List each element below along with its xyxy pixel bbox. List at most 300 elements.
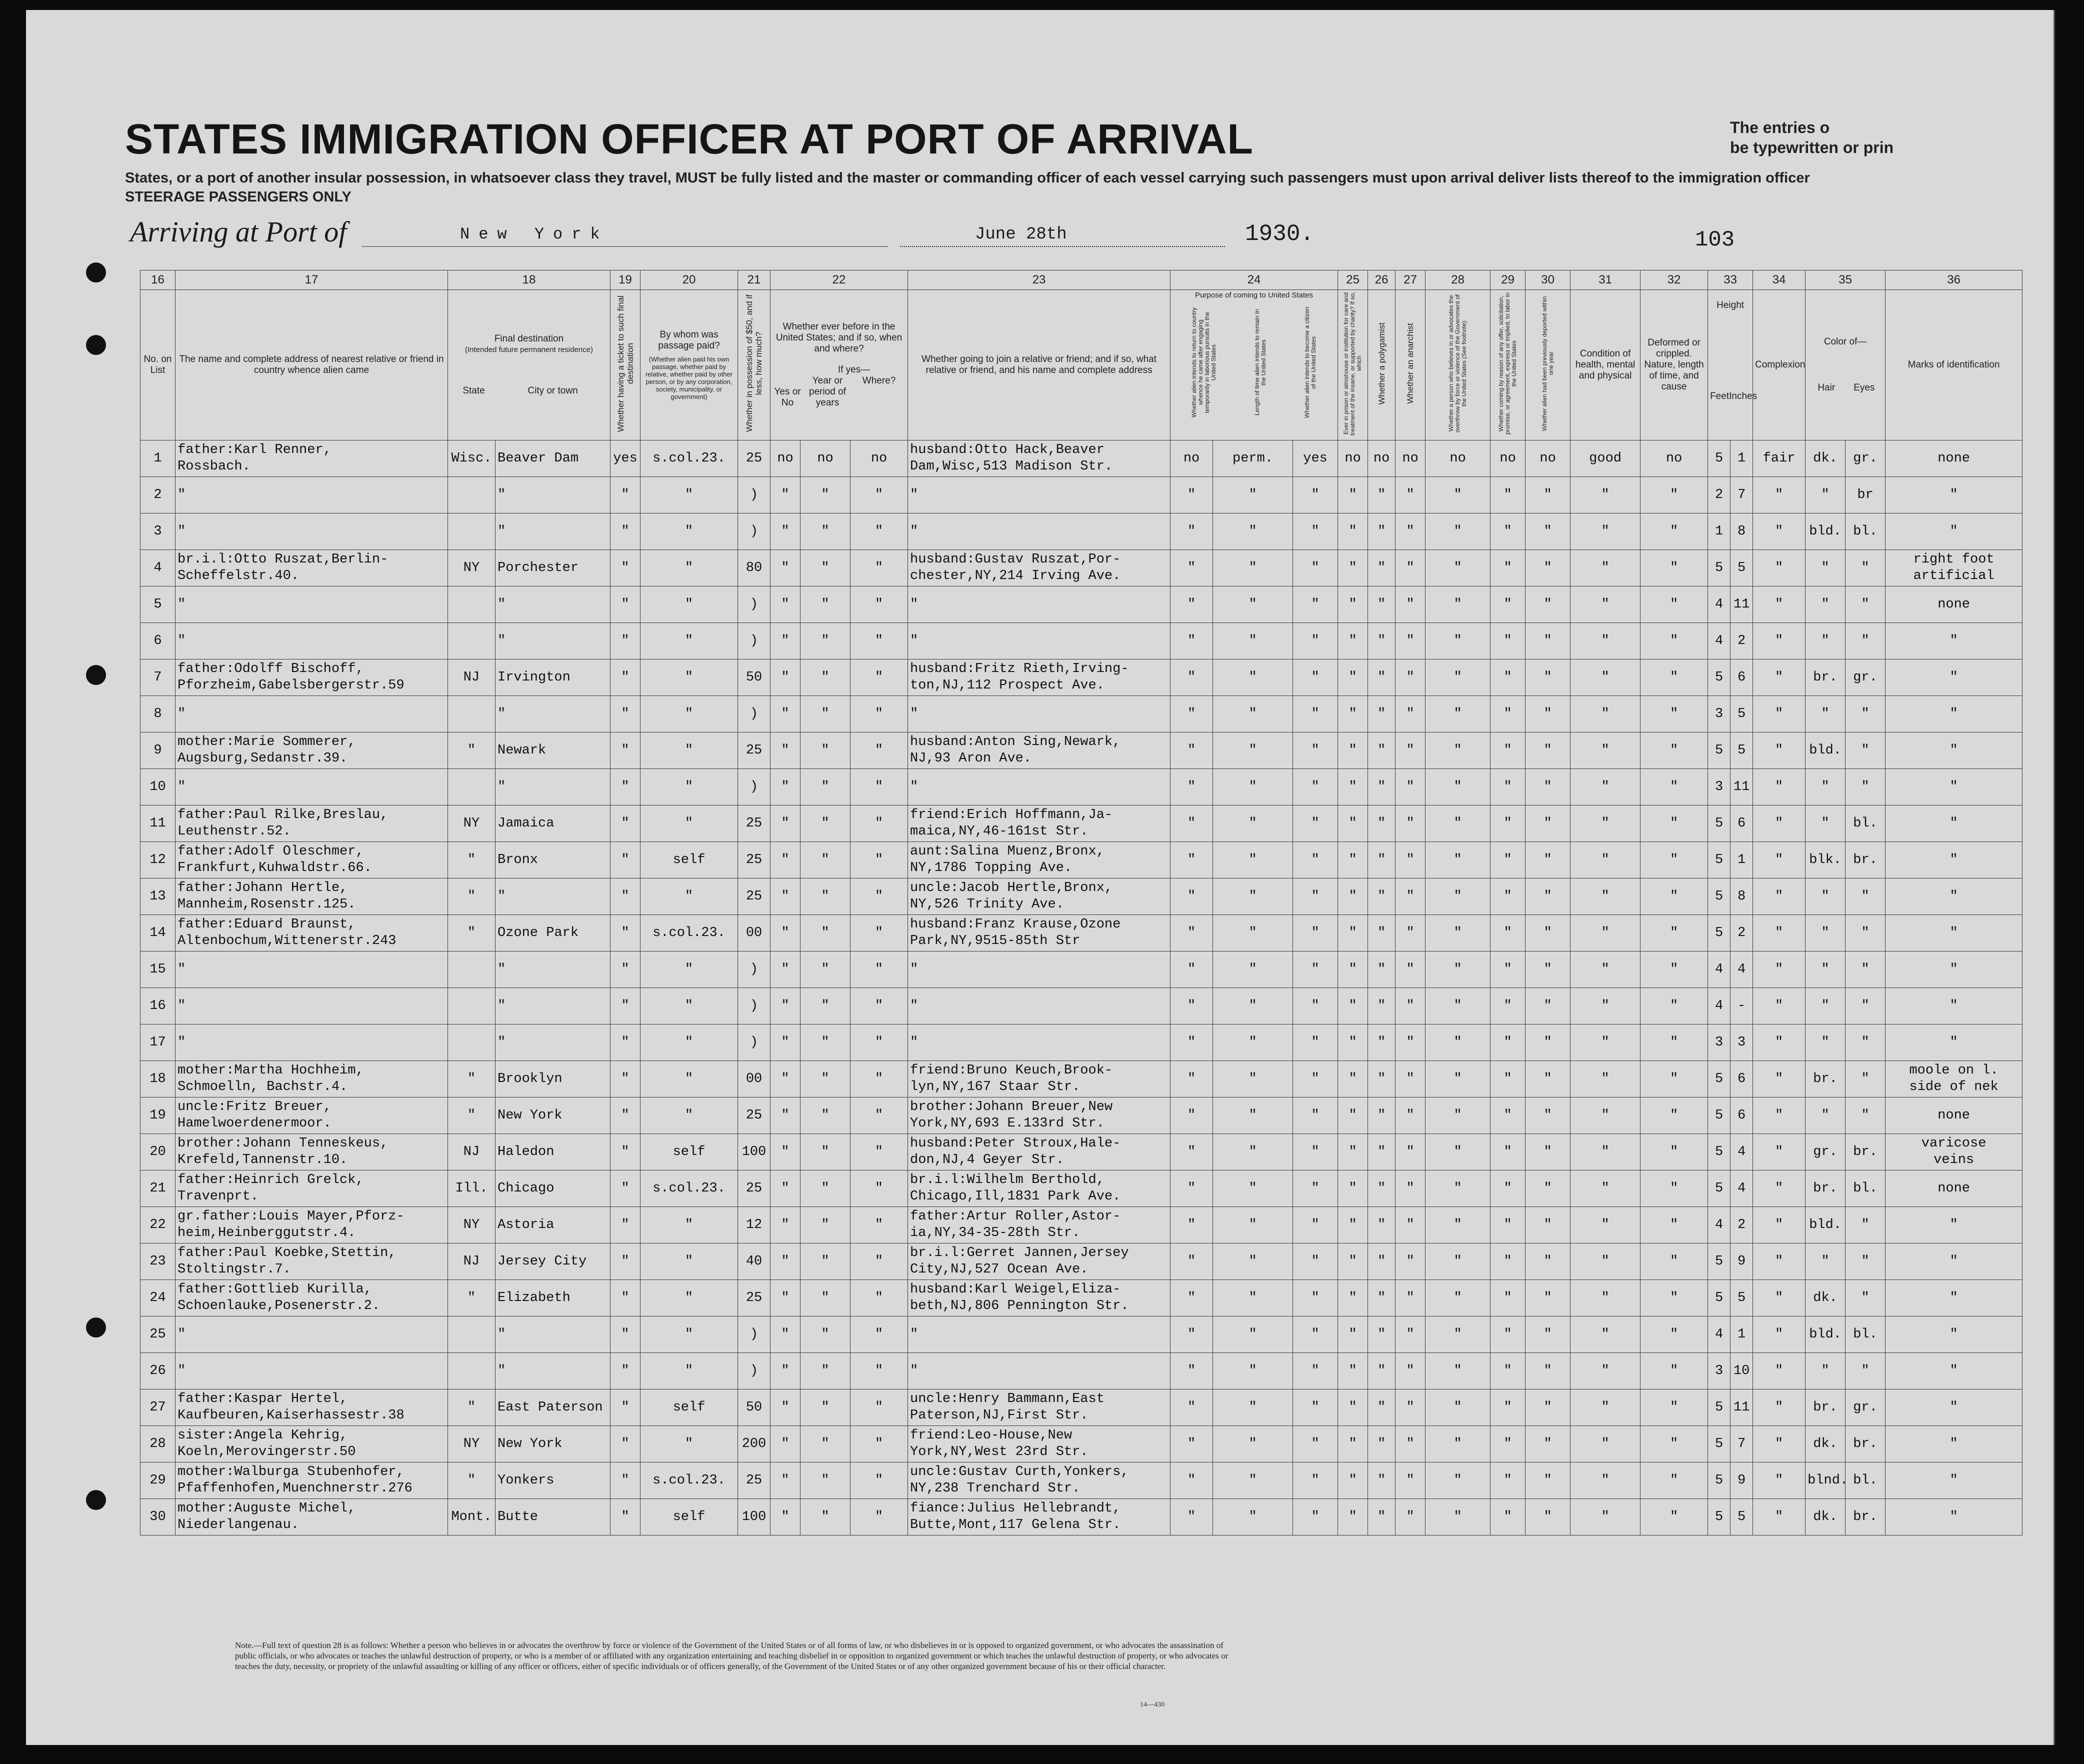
relative-address-line: Rossbach.	[178, 459, 250, 474]
dest-city: New York	[496, 1098, 610, 1134]
colnum: 22	[770, 270, 908, 290]
purpose-length: "	[1213, 1134, 1293, 1170]
complexion-value: "	[1753, 1353, 1806, 1390]
paid-by-value: s.col.23.	[640, 1462, 738, 1499]
where-label: Where?	[862, 376, 896, 386]
hair-color: blk.	[1806, 842, 1846, 878]
row-number: 4	[140, 550, 176, 586]
identification-marks	[1886, 1244, 2022, 1280]
paid-by-value: "	[640, 586, 738, 623]
relative-address-line: father:Gottlieb Kurilla,	[178, 1282, 372, 1297]
deformed-value: "	[1640, 1170, 1708, 1207]
purpose-length: "	[1213, 660, 1293, 696]
header-joining: Whether going to join a relative or friend; and if so, what relative or friend, and his name and complete address	[908, 290, 1170, 440]
dest-city: Newark	[496, 732, 610, 769]
contract-value: "	[1490, 696, 1526, 732]
before-yes-no: "	[770, 477, 800, 514]
dest-city: Butte	[496, 1499, 610, 1536]
before-period: "	[800, 806, 850, 842]
dest-city: "	[496, 988, 610, 1024]
typewritten-note: The entries o be typewritten or prin	[1730, 118, 1894, 156]
before-period: "	[800, 1024, 850, 1061]
purpose-return: "	[1170, 1098, 1213, 1134]
health-value: "	[1570, 1098, 1640, 1134]
purpose-citizen: "	[1293, 1426, 1338, 1462]
relative-address-line: Altenbochum,Wittenerstr.243	[178, 934, 396, 948]
identification-marks	[1886, 952, 2022, 988]
ticket-label: Whether having a ticket to such final destination	[616, 295, 635, 432]
deformed-value: "	[1640, 623, 1708, 660]
identification-marks-line: none	[1938, 1108, 1970, 1123]
height-feet: 4	[1708, 623, 1730, 660]
colnum: 27	[1396, 270, 1426, 290]
before-yes-no: "	[770, 1499, 800, 1536]
joining-relative-line: uncle:Henry Bammann,East	[910, 1392, 1104, 1406]
before-period: "	[800, 514, 850, 550]
deformed-value: "	[1640, 1390, 1708, 1426]
arriving-label: Arriving at Port of	[130, 216, 347, 248]
anarchist-value: "	[1396, 1244, 1426, 1280]
identification-marks-line: veins	[1934, 1152, 1974, 1168]
relative-address	[176, 1426, 448, 1462]
height-inches: -	[1730, 988, 1753, 1024]
purpose-return: "	[1170, 1024, 1213, 1061]
purpose-length: "	[1213, 952, 1293, 988]
health-value: "	[1570, 1061, 1640, 1098]
ticket-value: "	[610, 623, 640, 660]
height-feet: 5	[1708, 1170, 1730, 1207]
health-value: "	[1570, 550, 1640, 586]
purpose-citizen: "	[1293, 1353, 1338, 1390]
deported-value: no	[1526, 440, 1570, 477]
dest-state	[448, 477, 496, 514]
height-inches: 4	[1730, 1134, 1753, 1170]
relative-address-line: Stoltingstr.7.	[178, 1262, 291, 1277]
overthrow-value: "	[1426, 842, 1490, 878]
complexion-value: "	[1753, 1462, 1806, 1499]
joining-relative	[908, 952, 1170, 988]
joining-relative	[908, 769, 1170, 806]
purpose-citizen: "	[1293, 477, 1338, 514]
period-label: Year or period of years	[809, 376, 846, 408]
complexion-value: "	[1753, 1098, 1806, 1134]
ticket-value: "	[610, 550, 640, 586]
before-yes-no: "	[770, 806, 800, 842]
identification-marks-line: "	[1950, 1472, 1958, 1488]
color-of-label: Color of—	[1824, 336, 1867, 347]
ticket-value: "	[610, 1353, 640, 1390]
anarchist-value: "	[1396, 696, 1426, 732]
hair-color: dk.	[1806, 1280, 1846, 1316]
joining-relative-line: "	[910, 1034, 918, 1050]
eye-color: bl.	[1846, 1462, 1886, 1499]
health-value: "	[1570, 842, 1640, 878]
health-value: "	[1570, 1316, 1640, 1353]
before-yes-no: "	[770, 988, 800, 1024]
before-yes-no: "	[770, 1280, 800, 1316]
joining-relative	[908, 878, 1170, 915]
hair-color: "	[1806, 878, 1846, 915]
prison-value: "	[1338, 586, 1368, 623]
contract-value: "	[1490, 660, 1526, 696]
purpose-length: perm.	[1213, 440, 1293, 477]
before-where: "	[850, 842, 908, 878]
before-period: "	[800, 1134, 850, 1170]
eye-color: "	[1846, 623, 1886, 660]
prison-label: Ever in prison or almshouse or institution for care and treatment of the insane, or supported by charity? If so, which	[1342, 292, 1363, 436]
before-yes-no: "	[770, 1098, 800, 1134]
table-row	[140, 440, 2022, 477]
height-feet: 5	[1708, 1426, 1730, 1462]
anarchist-value: "	[1396, 1499, 1426, 1536]
purpose-citizen: "	[1293, 1462, 1338, 1499]
table-row	[140, 477, 2022, 514]
health-value: "	[1570, 1244, 1640, 1280]
money-value: 25	[738, 842, 770, 878]
joining-relative-line: uncle:Gustav Curth,Yonkers,	[910, 1464, 1129, 1480]
hair-color: br.	[1806, 660, 1846, 696]
overthrow-value: "	[1426, 1024, 1490, 1061]
money-value: )	[738, 952, 770, 988]
paid-by-value: s.col.23.	[640, 915, 738, 952]
joining-relative-line: brother:Johann Breuer,New	[910, 1100, 1113, 1114]
complexion-value: "	[1753, 1170, 1806, 1207]
purpose-citizen: "	[1293, 586, 1338, 623]
purpose-length: "	[1213, 1207, 1293, 1244]
purpose-return: "	[1170, 1280, 1213, 1316]
eye-color: bl.	[1846, 1170, 1886, 1207]
port-underline	[362, 246, 888, 247]
anarchist-value: "	[1396, 1462, 1426, 1499]
height-feet: 4	[1708, 1316, 1730, 1353]
identification-marks	[1886, 1134, 2022, 1170]
joining-relative-line: husband:Otto Hack,Beaver	[910, 442, 1104, 458]
relative-address	[176, 1134, 448, 1170]
height-feet: 5	[1708, 1390, 1730, 1426]
eye-color: "	[1846, 1061, 1886, 1098]
joining-relative-line: Paterson,NJ,First Str.	[910, 1408, 1088, 1423]
purpose-citizen: "	[1293, 1098, 1338, 1134]
contract-value: "	[1490, 915, 1526, 952]
deformed-value: "	[1640, 1353, 1708, 1390]
before-yes-no: "	[770, 1061, 800, 1098]
joining-relative-line: ia,NY,34-35-28th Str.	[910, 1226, 1080, 1240]
identification-marks-line: "	[1950, 816, 1958, 831]
purpose-return: "	[1170, 586, 1213, 623]
purpose-return: "	[1170, 1353, 1213, 1390]
relative-address-line: gr.father:Louis Mayer,Pforz-	[178, 1209, 404, 1224]
prison-value: "	[1338, 1462, 1368, 1499]
deformed-value: "	[1640, 1280, 1708, 1316]
hair-color: br.	[1806, 1061, 1846, 1098]
before-yes-no: "	[770, 732, 800, 769]
dest-city: "	[496, 696, 610, 732]
paid-by-value: "	[640, 952, 738, 988]
joining-relative	[908, 1390, 1170, 1426]
prison-value: "	[1338, 1499, 1368, 1536]
contract-value: "	[1490, 1024, 1526, 1061]
identification-marks	[1886, 1390, 2022, 1426]
height-feet: 4	[1708, 586, 1730, 623]
joining-relative-line: uncle:Jacob Hertle,Bronx,	[910, 880, 1113, 896]
deformed-value: "	[1640, 1499, 1708, 1536]
polygamist-value: "	[1368, 842, 1396, 878]
relative-address-line: Frankfurt,Kuhwaldstr.66.	[178, 860, 372, 876]
before-yes-no: "	[770, 1244, 800, 1280]
dest-state: NY	[448, 550, 496, 586]
prison-value: "	[1338, 623, 1368, 660]
identification-marks	[1886, 988, 2022, 1024]
hair-color: "	[1806, 1353, 1846, 1390]
money-value: )	[738, 696, 770, 732]
deformed-value: "	[1640, 586, 1708, 623]
row-number: 29	[140, 1462, 176, 1499]
purpose-return: "	[1170, 915, 1213, 952]
dest-city: Chicago	[496, 1170, 610, 1207]
table-row	[140, 550, 2022, 586]
purpose-length: "	[1213, 1462, 1293, 1499]
manifest-table	[140, 270, 2022, 1536]
dest-state: NY	[448, 1426, 496, 1462]
health-value: "	[1570, 952, 1640, 988]
colnum: 30	[1526, 270, 1570, 290]
identification-marks-line: "	[1950, 1363, 1958, 1378]
prison-value: "	[1338, 1280, 1368, 1316]
state-label: State	[462, 386, 485, 396]
prison-value: "	[1338, 878, 1368, 915]
money-value: )	[738, 1024, 770, 1061]
purpose-length: "	[1213, 514, 1293, 550]
height-feet: 5	[1708, 1134, 1730, 1170]
purpose-return: "	[1170, 696, 1213, 732]
contract-value: "	[1490, 1499, 1526, 1536]
identification-marks-line: side of nek	[1909, 1080, 1998, 1094]
deported-value: "	[1526, 952, 1570, 988]
relative-address-line: Hamelwoerdenermoor.	[178, 1116, 332, 1131]
dest-state: Mont.	[448, 1499, 496, 1536]
before-where: "	[850, 769, 908, 806]
joining-relative-line: "	[910, 962, 918, 977]
identification-marks-line: "	[1950, 706, 1958, 722]
polygamist-value: "	[1368, 732, 1396, 769]
relative-address	[176, 769, 448, 806]
identification-marks	[1886, 732, 2022, 769]
table-row	[140, 1499, 2022, 1536]
purpose-label: Purpose of coming to United States	[1195, 291, 1314, 300]
paid-by-value: "	[640, 1426, 738, 1462]
anarchist-value: "	[1396, 1170, 1426, 1207]
money-value: 100	[738, 1499, 770, 1536]
colnum: 18	[448, 270, 610, 290]
relative-address-line: Pfaffenhofen,Muenchnerstr.276	[178, 1481, 412, 1496]
complexion-value: "	[1753, 696, 1806, 732]
deformed-value: "	[1640, 915, 1708, 952]
table-row	[140, 732, 2022, 769]
identification-marks-line: varicose	[1921, 1136, 1986, 1151]
purpose-citizen: "	[1293, 696, 1338, 732]
eye-color: "	[1846, 1280, 1886, 1316]
hair-color: "	[1806, 623, 1846, 660]
table-row	[140, 1390, 2022, 1426]
polygamist-value: "	[1368, 1244, 1396, 1280]
relative-address-line: Krefeld,Tannenstr.10.	[178, 1152, 348, 1168]
purpose-length: "	[1213, 1024, 1293, 1061]
purpose-length: "	[1213, 988, 1293, 1024]
health-value: "	[1570, 660, 1640, 696]
header-final-destination	[448, 290, 610, 440]
polygamist-value: "	[1368, 1061, 1396, 1098]
before-yes-no: "	[770, 1426, 800, 1462]
relative-address-line: "	[178, 633, 186, 648]
prison-value: "	[1338, 1207, 1368, 1244]
purpose-length: "	[1213, 1353, 1293, 1390]
dest-city: Elizabeth	[496, 1280, 610, 1316]
overthrow-value: "	[1426, 1244, 1490, 1280]
deformed-value: "	[1640, 842, 1708, 878]
relative-address-line: Mannheim,Rosenstr.125.	[178, 897, 356, 912]
before-where: "	[850, 915, 908, 952]
contract-value: "	[1490, 586, 1526, 623]
overthrow-value: "	[1426, 623, 1490, 660]
paid-by-value: "	[640, 1061, 738, 1098]
eye-color: "	[1846, 586, 1886, 623]
purpose-citizen: "	[1293, 878, 1338, 915]
dest-city: "	[496, 1353, 610, 1390]
relative-address	[176, 440, 448, 477]
relative-address	[176, 1024, 448, 1061]
dest-city: Brooklyn	[496, 1061, 610, 1098]
identification-marks	[1886, 623, 2022, 660]
height-feet: 5	[1708, 842, 1730, 878]
identification-marks-line: "	[1950, 1509, 1958, 1524]
joining-relative	[908, 915, 1170, 952]
before-where: "	[850, 586, 908, 623]
height-feet: 2	[1708, 477, 1730, 514]
eye-color: gr.	[1846, 1390, 1886, 1426]
table-row	[140, 623, 2022, 660]
joining-relative-line: "	[910, 524, 918, 539]
eye-color: "	[1846, 550, 1886, 586]
feet-label: Feet	[1710, 391, 1730, 402]
deported-value: "	[1526, 477, 1570, 514]
polygamist-value: no	[1368, 440, 1396, 477]
polygamist-label: Whether a polygamist	[1376, 322, 1386, 405]
purpose-return: "	[1170, 988, 1213, 1024]
deformed-value: "	[1640, 477, 1708, 514]
health-value: "	[1570, 1207, 1640, 1244]
money-value: 00	[738, 915, 770, 952]
deported-value: "	[1526, 1244, 1570, 1280]
table-row	[140, 586, 2022, 623]
relative-address-line: Pforzheim,Gabelsbergerstr.59	[178, 678, 404, 693]
contract-value: "	[1490, 1244, 1526, 1280]
overthrow-value: "	[1426, 1170, 1490, 1207]
row-number: 11	[140, 806, 176, 842]
identification-marks-line: "	[1950, 962, 1958, 977]
relative-address	[176, 623, 448, 660]
joining-relative-line: "	[910, 596, 918, 612]
before-period: "	[800, 1170, 850, 1207]
before-where: "	[850, 1390, 908, 1426]
relative-address	[176, 1353, 448, 1390]
hair-color: "	[1806, 952, 1846, 988]
paid-by-value: s.col.23.	[640, 1170, 738, 1207]
complexion-value: "	[1753, 1024, 1806, 1061]
relative-address-line: Scheffelstr.40.	[178, 568, 300, 584]
deported-value: "	[1526, 586, 1570, 623]
table-row	[140, 1280, 2022, 1316]
joining-relative-line: husband:Peter Stroux,Hale-	[910, 1136, 1121, 1151]
binder-hole	[86, 1490, 106, 1510]
purpose-citizen: "	[1293, 1134, 1338, 1170]
eye-color: "	[1846, 1098, 1886, 1134]
joining-relative-line: City,NJ,527 Ocean Ave.	[910, 1262, 1088, 1277]
polygamist-value: "	[1368, 586, 1396, 623]
relative-address	[176, 1170, 448, 1207]
deformed-value: "	[1640, 769, 1708, 806]
height-feet: 5	[1708, 1244, 1730, 1280]
dest-city: New York	[496, 1426, 610, 1462]
row-number: 9	[140, 732, 176, 769]
health-value: "	[1570, 1390, 1640, 1426]
before-yes-no: "	[770, 660, 800, 696]
health-value: "	[1570, 878, 1640, 915]
complexion-value: "	[1753, 842, 1806, 878]
money-value: )	[738, 623, 770, 660]
paid-by-value: "	[640, 1207, 738, 1244]
complexion-value: "	[1753, 1244, 1806, 1280]
prison-value: "	[1338, 1353, 1368, 1390]
deported-value: "	[1526, 769, 1570, 806]
health-value: "	[1570, 586, 1640, 623]
identification-marks	[1886, 514, 2022, 550]
purpose-length: "	[1213, 623, 1293, 660]
identification-marks-line: moole on l.	[1909, 1063, 1998, 1078]
joining-relative-line: don,NJ,4 Geyer Str.	[910, 1152, 1064, 1168]
height-feet: 3	[1708, 769, 1730, 806]
joining-relative	[908, 1462, 1170, 1499]
hair-color: "	[1806, 806, 1846, 842]
polygamist-value: "	[1368, 1316, 1396, 1353]
dest-state: Wisc.	[448, 440, 496, 477]
relative-address-line: "	[178, 487, 186, 502]
anarchist-value: "	[1396, 623, 1426, 660]
purpose-citizen: "	[1293, 806, 1338, 842]
relative-address-line: Schoenlauke,Posenerstr.2.	[178, 1298, 380, 1314]
polygamist-value: "	[1368, 1170, 1396, 1207]
prison-value: "	[1338, 1024, 1368, 1061]
relative-address-line: father:Heinrich Grelck,	[178, 1172, 364, 1188]
polygamist-value: "	[1368, 550, 1396, 586]
paid-by-value: "	[640, 1353, 738, 1390]
dest-city: "	[496, 586, 610, 623]
anarchist-value: "	[1396, 1426, 1426, 1462]
anarchist-value: "	[1396, 1353, 1426, 1390]
anarchist-value: "	[1396, 806, 1426, 842]
deported-value: "	[1526, 1170, 1570, 1207]
hair-color: blnd.	[1806, 1462, 1846, 1499]
before-period: "	[800, 1316, 850, 1353]
relative-address-line: Leuthenstr.52.	[178, 824, 291, 839]
header-relative: The name and complete address of nearest relative or friend in country whence alien came	[176, 290, 448, 440]
purpose-length: "	[1213, 1426, 1293, 1462]
overthrow-value: "	[1426, 696, 1490, 732]
joining-relative-line: "	[910, 487, 918, 502]
identification-marks-line: "	[1950, 1290, 1958, 1306]
health-value: "	[1570, 623, 1640, 660]
before-yes-no: "	[770, 915, 800, 952]
column-header-row	[140, 290, 2022, 440]
